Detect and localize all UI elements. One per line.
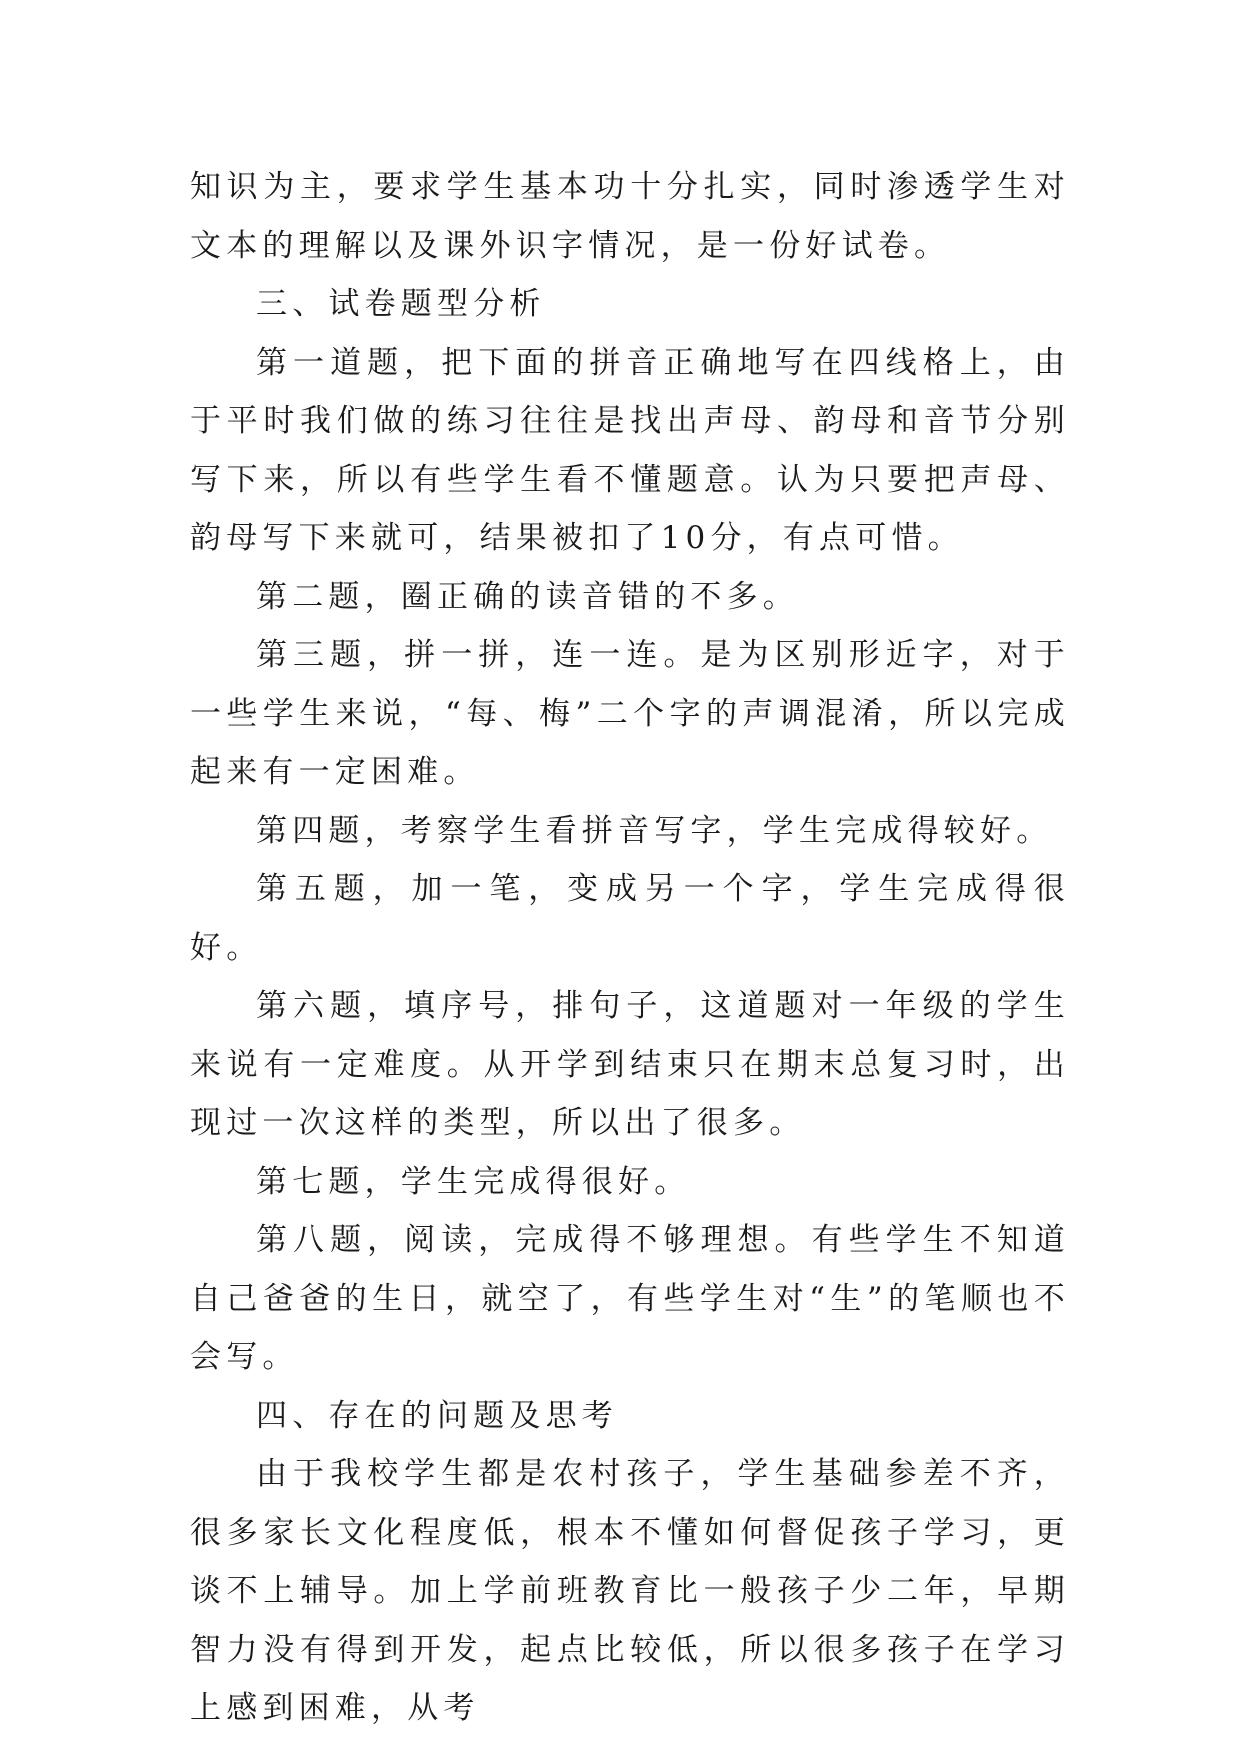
paragraph-question-1: 第一道题，把下面的拼音正确地写在四线格上，由于平时我们做的练习往往是找出声母、韵母和音节分别写下来，所以有些学生看不懂题意。认为只要把声母、韵母写下来就可，结果被扣了10分，有点可惜。: [190, 344, 1070, 556]
paragraph-question-7: 第七题，学生完成得很好。: [256, 1163, 691, 1200]
paragraph-continuation: 知识为主，要求学生基本功十分扎实，同时渗透学生对文本的理解以及课外识字情况，是一份好试卷。: [190, 169, 1070, 264]
section-heading-paper-analysis: 三、试卷题型分析: [256, 286, 546, 322]
paragraph-question-8: 第八题，阅读，完成得不够理想。有些学生不知道自己爸爸的生日，就空了，有些学生对“生”的笔顺也不会写。: [190, 1222, 1070, 1375]
document-body: [190, 158, 1070, 1738]
paragraph-question-2: 第二题，圈正确的读音错的不多。: [256, 578, 799, 615]
paragraph-question-4: 第四题，考察学生看拼音写字，学生完成得较好。: [256, 812, 1053, 849]
paragraph-question-3: 第三题，拼一拼，连一连。是为区别形近字，对于一些学生来说，“每、梅”二个字的声调混淆，所以完成起来有一定困难。: [190, 637, 1070, 790]
paragraph-question-5: 第五题，加一笔，变成另一个字，学生完成得很好。: [190, 871, 1070, 966]
paragraph-problems: 由于我校学生都是农村孩子，学生基础参差不齐，很多家长文化程度低，根本不懂如何督促孩子学习，更谈不上辅导。加上学前班教育比一般孩子少二年，早期智力没有得到开发，起点比较低，所以很多孩子在学习上感到困难，从考: [190, 1456, 1070, 1726]
paragraph-question-6: 第六题，填序号，排句子，这道题对一年级的学生来说有一定难度。从开学到结束只在期末总复习时，出现过一次这样的类型，所以出了很多。: [190, 988, 1070, 1141]
section-heading-problems: 四、存在的问题及思考: [256, 1397, 618, 1434]
